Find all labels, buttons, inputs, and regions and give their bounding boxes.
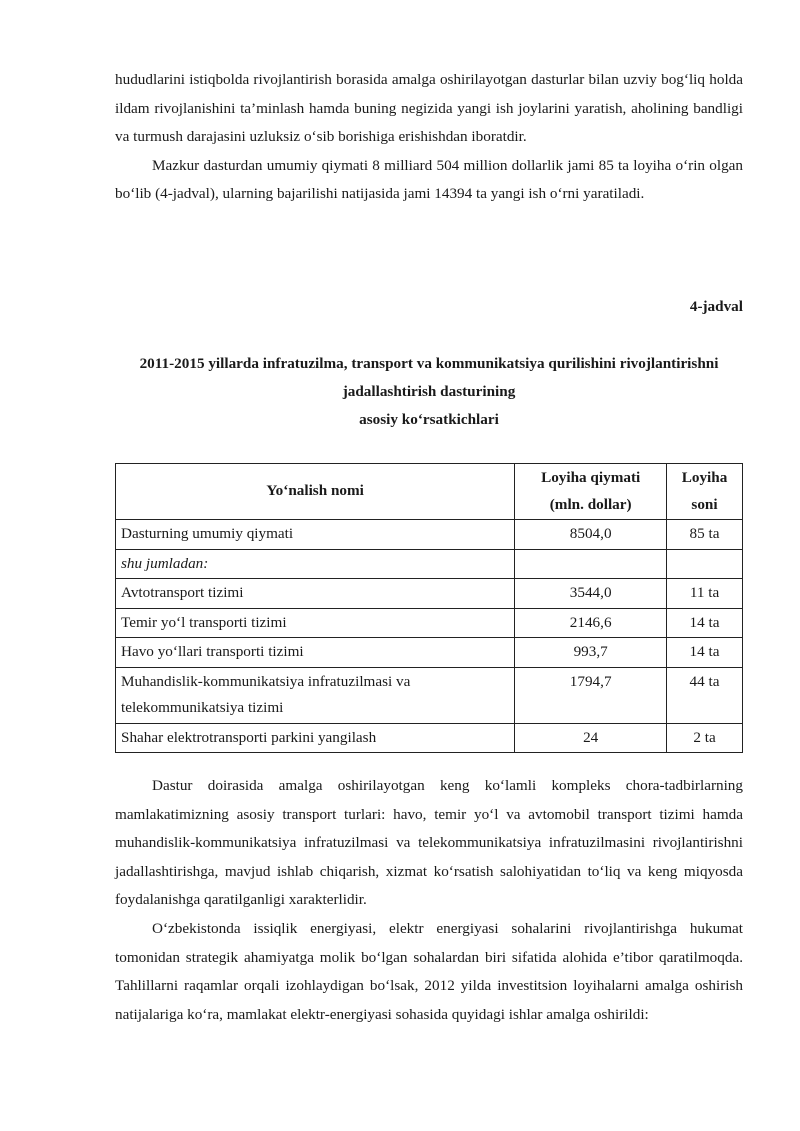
table-title-line-2: jadallashtirish dasturining (342, 383, 516, 400)
row-name: Avtotransport tizimi (116, 579, 515, 609)
header-direction-name: Yo‘nalish nomi (116, 464, 515, 520)
row-cost: 993,7 (515, 638, 667, 668)
table-row (116, 520, 743, 550)
indicators-table (115, 463, 743, 753)
table-number-label: 4-jadval (689, 298, 743, 315)
row-count (667, 549, 743, 579)
after-table-text (115, 772, 743, 1029)
intro-paragraph-1: hududlarini istiqbolda rivojlantirish borasida amalga oshirilayotgan dasturlar bilan uzviy bog‘liq holda ildam rivojlanishini ta’minlash hamda buning negizida yangi ish joylarini yaratish, aholining bandligi va turmush darajasini uzluksiz o‘sib borishiga erishishdan iboratdir. (115, 71, 743, 146)
row-count: 44 ta (667, 667, 743, 723)
row-count: 2 ta (667, 723, 743, 753)
row-cost: 8504,0 (515, 520, 667, 550)
table-row (116, 549, 743, 579)
intro-paragraph-2: Mazkur dasturdan umumiy qiymati 8 milliard 504 million dollarlik jami 85 ta loyiha o‘rin olgan bo‘lib (4-jadval), ularning bajarilishi natijasida jami 14394 ta yangi ish o‘rni yaratiladi. (115, 156, 743, 203)
header-project-cost: Loyiha qiymati (mln. dollar) (515, 464, 667, 520)
row-name: Shahar elektrotransporti parkini yangilash (116, 723, 515, 753)
after-paragraph-1: Dastur doirasida amalga oshirilayotgan keng ko‘lamli kompleks chora-tadbirlarning mamlakatimizning asosiy transport turlari: havo, temir yo‘l va avtomobil transport tizimi hamda muhandislik-kommunikatsiya infratuzilmasi va telekommunikatsiya infratuzilmasini rivojlantirishni jadallashtirishga, mavjud ishlab chiqarish, xizmat ko‘rsatish salohiyatidan to‘liq va keng miqyosda foydalanishga qaratilganligi xarakterlidir. (115, 777, 743, 909)
row-name: Temir yo‘l transporti tizimi (116, 608, 515, 638)
table-row (116, 667, 743, 723)
row-count: 11 ta (667, 579, 743, 609)
row-cost (515, 549, 667, 579)
row-name: Dasturning umumiy qiymati (116, 520, 515, 550)
table-row (116, 723, 743, 753)
table-row (116, 579, 743, 609)
row-count: 14 ta (667, 608, 743, 638)
row-cost: 2146,6 (515, 608, 667, 638)
row-cost: 3544,0 (515, 579, 667, 609)
row-cost: 24 (515, 723, 667, 753)
table-row (116, 638, 743, 668)
row-cost: 1794,7 (515, 667, 667, 723)
header-project-count: Loyiha soni (667, 464, 743, 520)
table-header-row (116, 464, 743, 520)
table-title-line-1: 2011-2015 yillarda infratuzilma, transport va kommunikatsiya qurilishini rivojlantirishni (139, 355, 719, 372)
table-row (116, 608, 743, 638)
document-page (115, 66, 743, 1023)
row-count: 85 ta (667, 520, 743, 550)
table-title-line-3: asosiy ko‘rsatkichlari (359, 411, 499, 428)
row-name: shu jumladan: (116, 549, 515, 579)
row-name: Muhandislik-kommunikatsiya infratuzilmasi va telekommunikatsiya tizimi (116, 667, 515, 723)
row-name: Havo yo‘llari transporti tizimi (116, 638, 515, 668)
table-title (115, 350, 743, 434)
after-paragraph-2: O‘zbekistonda issiqlik energiyasi, elektr energiyasi sohalarini rivojlantirishga hukumat tomonidan strategik ahamiyatga molik bo‘lgan sohalardan biri sifatida alohida e’tibor qaratilmoqda. Tahlillarni raqamlar orqali izohlaydigan bo‘lsak, 2012 yilda investitsion loyihalarni amalga oshirish natijalariga ko‘ra, mamlakat elektr-energiyasi sohasida quyidagi ishlar amalga oshirildi: (115, 919, 743, 1023)
row-count: 14 ta (667, 638, 743, 668)
